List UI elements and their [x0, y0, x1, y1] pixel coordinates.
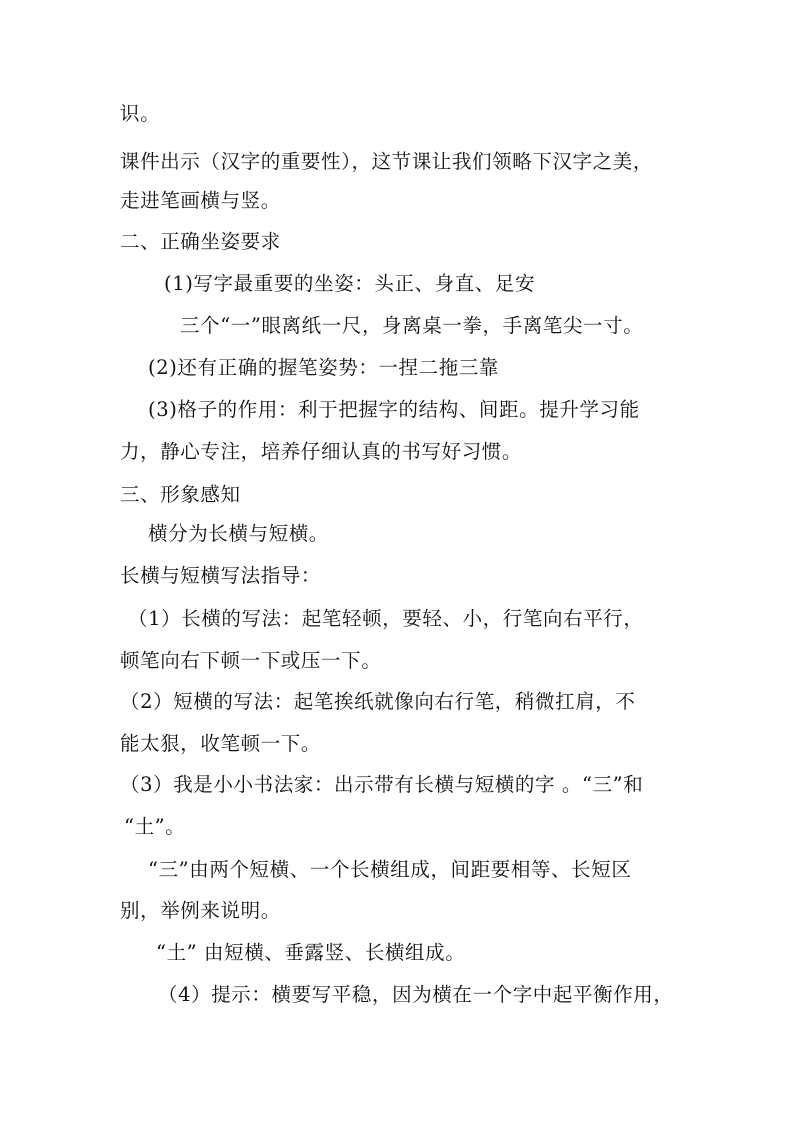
- text-line-16: 能太狠，收笔顿一下。: [120, 732, 322, 755]
- text-line-18: “土”。: [124, 815, 186, 838]
- text-line-22: （4）提示：横要写平稳，因为横在一个字中起平衡作用，: [158, 983, 674, 1006]
- text-line-19: “三”由两个短横、一个长横组成，间距要相等、长短区: [148, 858, 632, 881]
- section-heading-posture: 二、正确坐姿要求: [120, 230, 281, 253]
- text-line-9: 力，静心专注，培养仔细认真的书写好习惯。: [120, 440, 523, 463]
- text-line-15: （2）短横的写法：起笔挨纸就像向右行笔，稍微扛肩，不: [120, 690, 636, 713]
- text-line-12: 长横与短横写法指导：: [120, 564, 322, 587]
- text-line-8: (3)格子的作用：利于把握字的结构、间距。提升学习能: [148, 398, 640, 421]
- text-line-7: (2)还有正确的握笔姿势：一捏二拖三靠: [148, 356, 500, 379]
- text-line-11: 横分为长横与短横。: [148, 522, 329, 545]
- text-line-20: 别，举例来说明。: [120, 899, 281, 922]
- text-line-14: 顿笔向右下顿一下或压一下。: [120, 649, 382, 672]
- text-line-1: 识。: [120, 102, 161, 125]
- text-line-5: (1)写字最重要的坐姿：头正、身直、足安: [164, 272, 536, 295]
- text-line-3: 走进笔画横与竖。: [120, 189, 281, 212]
- section-heading-perception: 三、形象感知: [120, 483, 241, 506]
- text-line-2: 课件出示（汉字的重要性），这节课让我们领略下汉字之美，: [120, 150, 653, 173]
- text-line-17: （3）我是小小书法家：出示带有长横与短横的字 。“三”和: [120, 773, 644, 796]
- text-line-6: 三个“一”眼离纸一尺，身离桌一拳，手离笔尖一寸。: [180, 314, 644, 337]
- text-line-13: （1）长横的写法：起笔轻顿，要轻、小，行笔向右平行，: [128, 607, 644, 630]
- text-line-21: “土” 由短横、垂露竖、长横组成。: [156, 941, 466, 964]
